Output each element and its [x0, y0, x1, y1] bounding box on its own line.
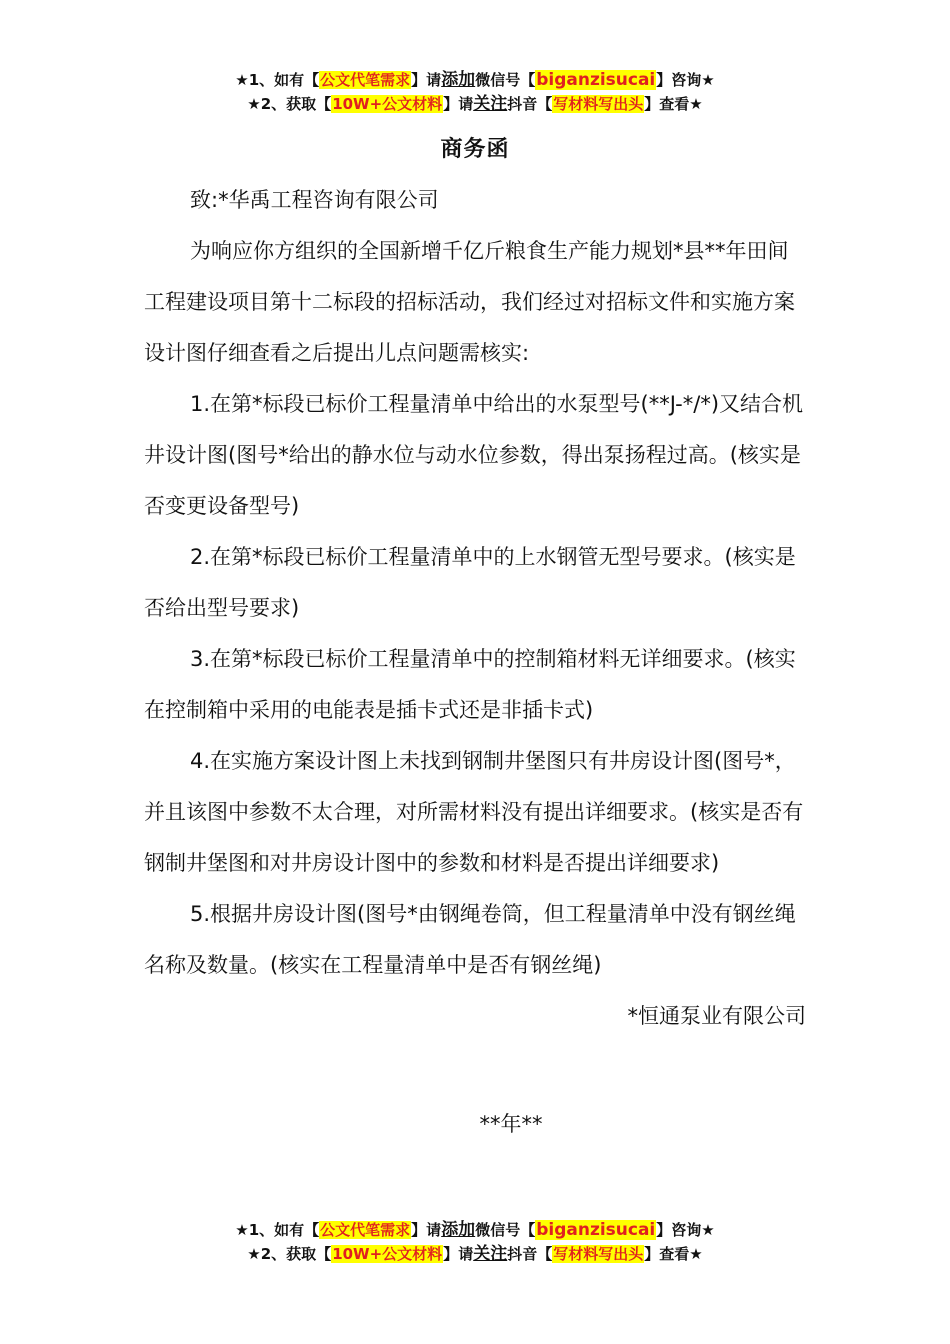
wechat-id-highlight: biganzisucai [536, 70, 656, 90]
issue-item-1: 1.在第*标段已标价工程量清单中给出的水泵型号(**J-*/*)又结合机井设计图(图号*给出的静水位与动水位参数，得出泵扬程过高。(核实是否变更设备型号) [144, 392, 804, 518]
promo-underline: 添加 [441, 70, 476, 90]
document-body [144, 175, 806, 1042]
promo-text: 】咨询★ [656, 71, 715, 89]
promo-highlight: 公文代笔需求 [320, 71, 411, 89]
promo-highlight: 公文代笔需求 [320, 1221, 411, 1239]
intro-paragraph: 为响应你方组织的全国新增千亿斤粮食生产能力规划*县**年田间工程建设项目第十二标段的招标活动，我们经过对招标文件和实施方案设计图仔细查看之后提出儿点问题需核实: [144, 239, 795, 365]
promo-text: 抖音【 [507, 95, 553, 113]
promo-banner-bottom [0, 1218, 950, 1266]
promo-line-1 [0, 1218, 950, 1242]
issue-item-4: 4.在实施方案设计图上未找到钢制井堡图只有井房设计图(图号*，并且该图中参数不太合理，对所需材料没有提出详细要求。(核实是否有钢制井堡图和对井房设计图中的参数和材料是否提出详细要求) [144, 749, 804, 875]
issue-item-5: 5.根据井房设计图(图号*由钢绳卷筒，但工程量清单中没有钢丝绳名称及数量。(核实在工程量清单中是否有钢丝绳) [144, 902, 796, 977]
douyin-highlight: 写材料写出头 [553, 1245, 644, 1263]
promo-line-1 [0, 68, 950, 92]
promo-text: 】请 [411, 71, 442, 89]
promo-text: 】咨询★ [656, 1221, 715, 1239]
promo-line-2 [0, 1242, 950, 1266]
promo-line-2 [0, 92, 950, 116]
promo-text: ★1、如有【 [235, 1221, 320, 1239]
promo-underline: 添加 [441, 1220, 476, 1240]
document-date: **年** [479, 1112, 543, 1136]
promo-text: 微信号【 [475, 1221, 536, 1239]
promo-text: 】查看★ [644, 1245, 703, 1263]
recipient-line: 致:*华禹工程咨询有限公司 [190, 188, 439, 212]
promo-text: 】请 [411, 1221, 442, 1239]
promo-text: 】请 [443, 1245, 474, 1263]
document-title: 商务函 [440, 137, 510, 162]
douyin-highlight: 写材料写出头 [553, 95, 644, 113]
promo-highlight: 10W+公文材料 [332, 1245, 443, 1263]
promo-text: 抖音【 [507, 1245, 553, 1263]
promo-text: 】查看★ [644, 95, 703, 113]
issue-item-2: 2.在第*标段已标价工程量清单中的上水钢管无型号要求。(核实是否给出型号要求) [144, 545, 796, 620]
promo-text: ★2、获取【 [247, 95, 332, 113]
promo-highlight: 10W+公文材料 [332, 95, 443, 113]
promo-text: ★1、如有【 [235, 71, 320, 89]
wechat-id-highlight: biganzisucai [536, 1220, 656, 1240]
promo-text: ★2、获取【 [247, 1245, 332, 1263]
issue-item-3: 3.在第*标段已标价工程量清单中的控制箱材料无详细要求。(核实在控制箱中采用的电能表是插卡式还是非插卡式) [144, 647, 796, 722]
promo-text: 】请 [443, 95, 474, 113]
promo-underline: 关注 [473, 1244, 508, 1264]
promo-banner-top [0, 68, 950, 116]
promo-text: 微信号【 [475, 71, 536, 89]
promo-underline: 关注 [473, 94, 508, 114]
signature-company: *恒通泵业有限公司 [627, 1004, 806, 1028]
